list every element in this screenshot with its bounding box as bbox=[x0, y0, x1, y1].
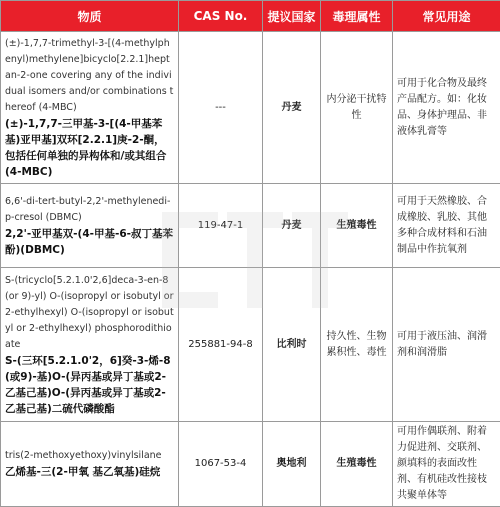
country-cell: 比利时 bbox=[263, 268, 321, 422]
header-cas: CAS No. bbox=[179, 1, 263, 32]
country-cell: 奥地利 bbox=[263, 422, 321, 507]
substance-name-en: S-(tricyclo[5.2.1.0'2,6]deca-3-en-8(or 9)-yl) O-(isopropyl or isobutyl or 2-ethylhexyl) O-(isopropyl or isobutyl or 2-ethylhexyl) phosphorodithioate bbox=[5, 273, 174, 353]
cas-cell: 119-47-1 bbox=[179, 184, 263, 268]
substance-name-zh: 乙烯基-三(2-甲氧 基乙氧基)硅烷 bbox=[5, 464, 174, 480]
use-cell: 可用于化合物及最终产品配方。如：化妆品、身体护理品、非液体乳膏等 bbox=[393, 32, 500, 184]
table-row bbox=[1, 184, 500, 268]
table-header-row bbox=[1, 1, 500, 32]
substance-name-zh: 2,2'-亚甲基双-(4-甲基-6-叔丁基苯酚)(DBMC) bbox=[5, 226, 174, 258]
use-cell: 可用于天然橡胶、合成橡胶、乳胶、其他多种合成材料和石油制品中作抗氧剂 bbox=[393, 184, 500, 268]
substance-cell bbox=[1, 268, 179, 422]
table-row bbox=[1, 32, 500, 184]
header-property: 毒理属性 bbox=[321, 1, 393, 32]
cas-cell: 255881-94-8 bbox=[179, 268, 263, 422]
table-row bbox=[1, 422, 500, 507]
substance-name-zh: (±)-1,7,7-三甲基-3-[(4-甲基苯基)亚甲基]双环[2.2.1]庚-2-酮，包括任何单独的异构体和/或其组合(4-MBC) bbox=[5, 116, 174, 180]
substance-cell bbox=[1, 184, 179, 268]
table-row bbox=[1, 268, 500, 422]
substance-name-en: (±)-1,7,7-trimethyl-3-[(4-methylphenyl)methylene]bicyclo[2.2.1]heptan-2-one covering any of the individual isomers and/or combinations thereof (4-MBC) bbox=[5, 36, 174, 116]
cas-cell: --- bbox=[179, 32, 263, 184]
country-cell: 丹麦 bbox=[263, 184, 321, 268]
property-cell: 生殖毒性 bbox=[321, 422, 393, 507]
use-cell: 可用于液压油、润滑剂和润滑脂 bbox=[393, 268, 500, 422]
use-cell: 可用作偶联剂、附着力促进剂、交联剂、颜填料的表面改性剂、有机硅改性接枝共聚单体等 bbox=[393, 422, 500, 507]
substance-name-zh: S-(三环[5.2.1.0'2，6]癸-3-烯-8(或9)-基)O-(异丙基或异丁基或2-乙基己基)O-(异丙基或异丁基或2-乙基己基)二硫代磷酸酯 bbox=[5, 353, 174, 417]
cas-cell: 1067-53-4 bbox=[179, 422, 263, 507]
header-substance: 物质 bbox=[1, 1, 179, 32]
header-use: 常见用途 bbox=[393, 1, 500, 32]
property-cell: 持久性、生物累积性、毒性 bbox=[321, 268, 393, 422]
substance-cell bbox=[1, 422, 179, 507]
property-cell: 生殖毒性 bbox=[321, 184, 393, 268]
substance-cell bbox=[1, 32, 179, 184]
substance-name-en: 6,6'-di-tert-butyl-2,2'-methylenedi-p-cresol (DBMC) bbox=[5, 194, 174, 226]
property-cell: 内分泌干扰特性 bbox=[321, 32, 393, 184]
substance-name-en: tris(2-methoxyethoxy)vinylsilane bbox=[5, 448, 174, 464]
header-country: 提议国家 bbox=[263, 1, 321, 32]
country-cell: 丹麦 bbox=[263, 32, 321, 184]
